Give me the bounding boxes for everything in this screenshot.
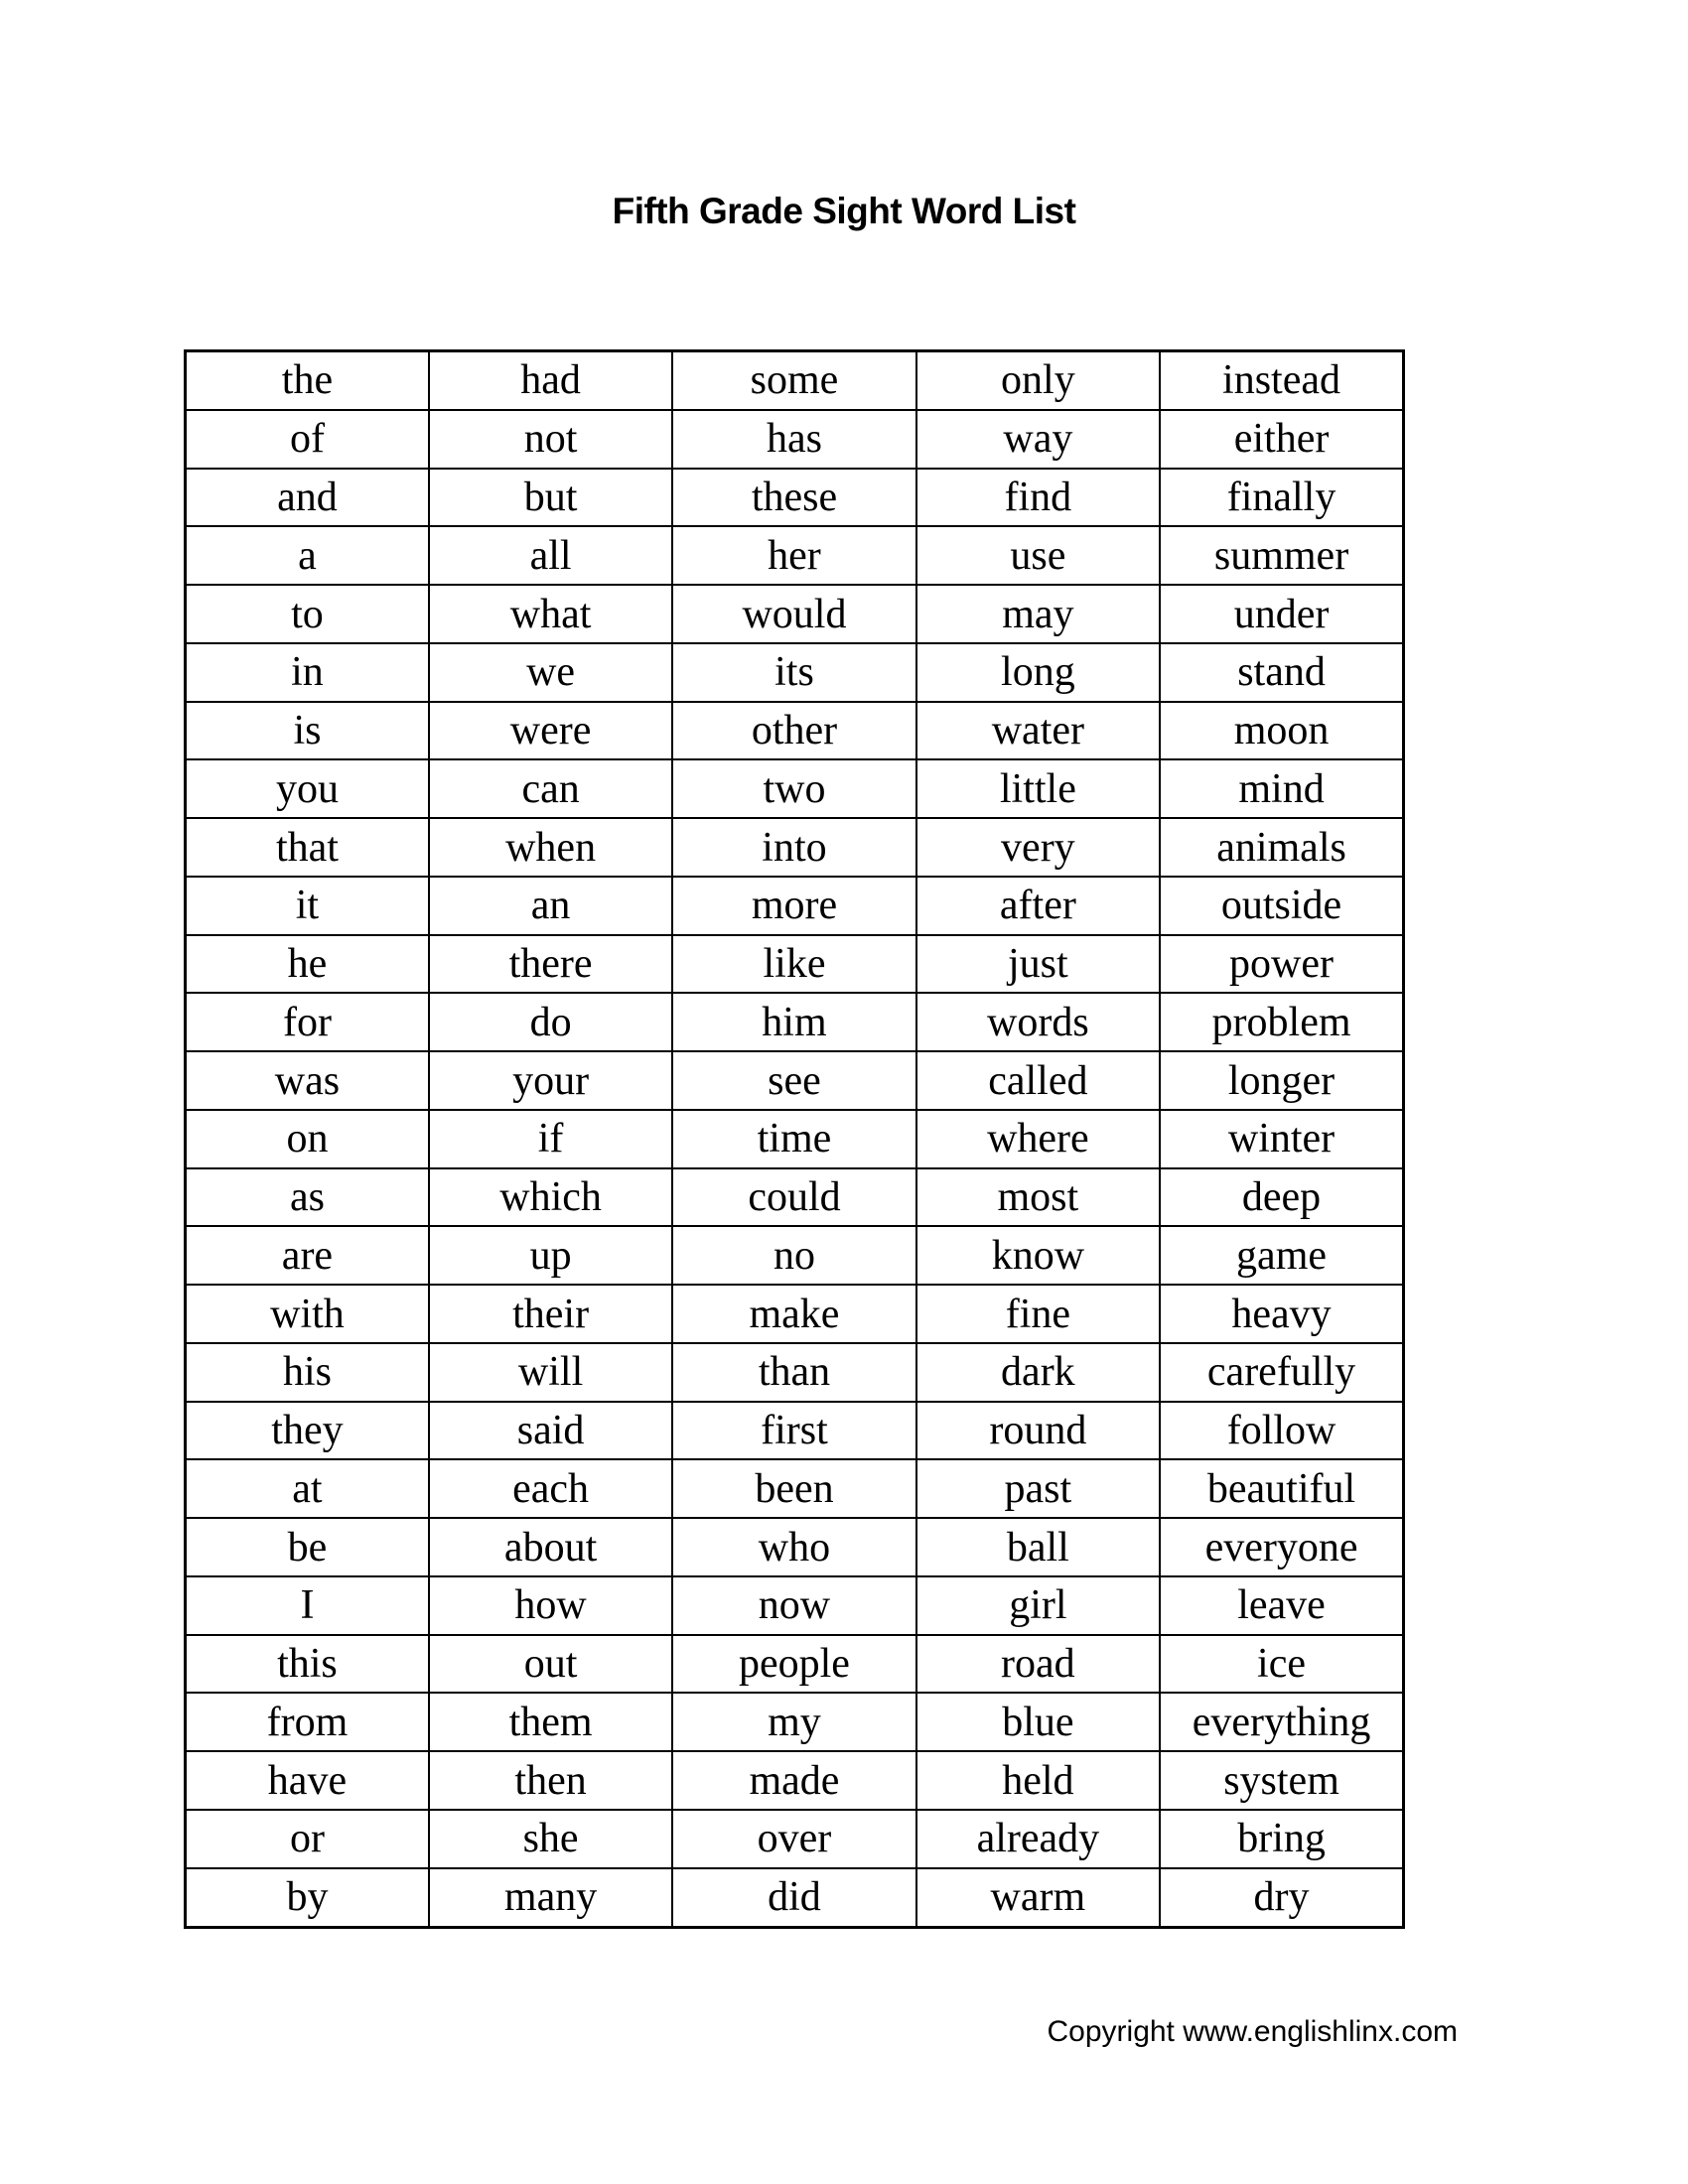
word-cell: of xyxy=(186,410,429,469)
word-cell: beautiful xyxy=(1160,1459,1403,1518)
copyright-notice: Copyright www.englishlinx.com xyxy=(1047,2015,1458,2048)
word-cell: this xyxy=(186,1635,429,1694)
table-row xyxy=(186,410,1404,469)
word-cell: his xyxy=(186,1343,429,1402)
word-cell: after xyxy=(916,877,1160,935)
word-cell: about xyxy=(429,1518,672,1576)
word-cell: long xyxy=(916,643,1160,702)
word-cell: for xyxy=(186,993,429,1051)
word-cell: longer xyxy=(1160,1051,1403,1110)
table-row xyxy=(186,1051,1404,1110)
word-cell: called xyxy=(916,1051,1160,1110)
word-cell: make xyxy=(672,1285,915,1343)
word-cell: but xyxy=(429,469,672,527)
word-cell: most xyxy=(916,1168,1160,1227)
word-cell: is xyxy=(186,702,429,760)
word-cell: now xyxy=(672,1576,915,1635)
word-cell: may xyxy=(916,585,1160,643)
word-cell: she xyxy=(429,1810,672,1868)
word-cell: many xyxy=(429,1868,672,1928)
table-row xyxy=(186,1810,1404,1868)
word-cell: everything xyxy=(1160,1693,1403,1751)
word-cell: more xyxy=(672,877,915,935)
word-cell: had xyxy=(429,351,672,410)
word-cell: dry xyxy=(1160,1868,1403,1928)
word-cell: that xyxy=(186,818,429,877)
word-cell: they xyxy=(186,1402,429,1460)
word-cell: words xyxy=(916,993,1160,1051)
word-cell: their xyxy=(429,1285,672,1343)
word-cell: the xyxy=(186,351,429,410)
table-row xyxy=(186,1518,1404,1576)
word-cell: each xyxy=(429,1459,672,1518)
word-cell: by xyxy=(186,1868,429,1928)
word-cell: fine xyxy=(916,1285,1160,1343)
word-cell: people xyxy=(672,1635,915,1694)
word-cell: will xyxy=(429,1343,672,1402)
word-cell: made xyxy=(672,1751,915,1810)
word-cell: some xyxy=(672,351,915,410)
word-cell: these xyxy=(672,469,915,527)
table-row xyxy=(186,1110,1404,1168)
table-row xyxy=(186,1226,1404,1285)
word-cell: or xyxy=(186,1810,429,1868)
word-cell: outside xyxy=(1160,877,1403,935)
word-cell: little xyxy=(916,759,1160,818)
word-cell: ice xyxy=(1160,1635,1403,1694)
word-cell: held xyxy=(916,1751,1160,1810)
word-cell: power xyxy=(1160,935,1403,994)
word-cell: very xyxy=(916,818,1160,877)
word-cell: no xyxy=(672,1226,915,1285)
word-cell: into xyxy=(672,818,915,877)
word-cell: been xyxy=(672,1459,915,1518)
table-row xyxy=(186,526,1404,585)
table-row xyxy=(186,1343,1404,1402)
word-cell: have xyxy=(186,1751,429,1810)
word-cell: everyone xyxy=(1160,1518,1403,1576)
word-cell: her xyxy=(672,526,915,585)
word-cell: your xyxy=(429,1051,672,1110)
word-cell: finally xyxy=(1160,469,1403,527)
word-cell: an xyxy=(429,877,672,935)
word-cell: you xyxy=(186,759,429,818)
word-cell: road xyxy=(916,1635,1160,1694)
word-cell: moon xyxy=(1160,702,1403,760)
word-cell: first xyxy=(672,1402,915,1460)
word-cell: were xyxy=(429,702,672,760)
word-cell: do xyxy=(429,993,672,1051)
word-cell: he xyxy=(186,935,429,994)
table-row xyxy=(186,1751,1404,1810)
word-cell: ball xyxy=(916,1518,1160,1576)
word-cell: if xyxy=(429,1110,672,1168)
word-cell: them xyxy=(429,1693,672,1751)
word-cell: which xyxy=(429,1168,672,1227)
word-cell: are xyxy=(186,1226,429,1285)
word-cell: heavy xyxy=(1160,1285,1403,1343)
word-cell: time xyxy=(672,1110,915,1168)
word-cell: up xyxy=(429,1226,672,1285)
word-cell: animals xyxy=(1160,818,1403,877)
table-row xyxy=(186,877,1404,935)
word-cell: did xyxy=(672,1868,915,1928)
table-row xyxy=(186,1576,1404,1635)
word-cell: game xyxy=(1160,1226,1403,1285)
table-row xyxy=(186,1693,1404,1751)
word-cell: either xyxy=(1160,410,1403,469)
word-cell: my xyxy=(672,1693,915,1751)
word-cell: only xyxy=(916,351,1160,410)
table-row xyxy=(186,935,1404,994)
table-row xyxy=(186,1168,1404,1227)
word-cell: blue xyxy=(916,1693,1160,1751)
table-row xyxy=(186,702,1404,760)
word-cell: I xyxy=(186,1576,429,1635)
word-cell: winter xyxy=(1160,1110,1403,1168)
word-cell: system xyxy=(1160,1751,1403,1810)
word-cell: its xyxy=(672,643,915,702)
table-row xyxy=(186,993,1404,1051)
word-cell: has xyxy=(672,410,915,469)
table-row xyxy=(186,759,1404,818)
word-cell: past xyxy=(916,1459,1160,1518)
word-cell: out xyxy=(429,1635,672,1694)
word-cell: two xyxy=(672,759,915,818)
word-cell: girl xyxy=(916,1576,1160,1635)
word-cell: in xyxy=(186,643,429,702)
word-cell: know xyxy=(916,1226,1160,1285)
word-cell: instead xyxy=(1160,351,1403,410)
table-row xyxy=(186,1635,1404,1694)
word-cell: carefully xyxy=(1160,1343,1403,1402)
word-cell: stand xyxy=(1160,643,1403,702)
word-cell: and xyxy=(186,469,429,527)
word-cell: be xyxy=(186,1518,429,1576)
word-cell: like xyxy=(672,935,915,994)
word-cell: when xyxy=(429,818,672,877)
word-cell: not xyxy=(429,410,672,469)
word-cell: find xyxy=(916,469,1160,527)
word-cell: was xyxy=(186,1051,429,1110)
word-cell: on xyxy=(186,1110,429,1168)
word-cell: him xyxy=(672,993,915,1051)
word-cell: as xyxy=(186,1168,429,1227)
word-cell: already xyxy=(916,1810,1160,1868)
word-cell: where xyxy=(916,1110,1160,1168)
table-row xyxy=(186,1459,1404,1518)
word-cell: can xyxy=(429,759,672,818)
word-cell: problem xyxy=(1160,993,1403,1051)
word-cell: to xyxy=(186,585,429,643)
word-cell: summer xyxy=(1160,526,1403,585)
word-cell: round xyxy=(916,1402,1160,1460)
word-cell: with xyxy=(186,1285,429,1343)
word-cell: what xyxy=(429,585,672,643)
word-cell: leave xyxy=(1160,1576,1403,1635)
word-cell: than xyxy=(672,1343,915,1402)
word-cell: who xyxy=(672,1518,915,1576)
word-cell: way xyxy=(916,410,1160,469)
word-cell: all xyxy=(429,526,672,585)
word-cell: over xyxy=(672,1810,915,1868)
table-row xyxy=(186,818,1404,877)
word-cell: use xyxy=(916,526,1160,585)
word-cell: bring xyxy=(1160,1810,1403,1868)
word-cell: dark xyxy=(916,1343,1160,1402)
word-cell: at xyxy=(186,1459,429,1518)
word-cell: water xyxy=(916,702,1160,760)
word-cell: other xyxy=(672,702,915,760)
word-cell: would xyxy=(672,585,915,643)
table-row xyxy=(186,1402,1404,1460)
word-cell: under xyxy=(1160,585,1403,643)
word-cell: mind xyxy=(1160,759,1403,818)
word-cell: how xyxy=(429,1576,672,1635)
word-cell: follow xyxy=(1160,1402,1403,1460)
page-title: Fifth Grade Sight Word List xyxy=(612,191,1076,231)
word-cell: we xyxy=(429,643,672,702)
table-row xyxy=(186,643,1404,702)
table-row xyxy=(186,469,1404,527)
word-cell: then xyxy=(429,1751,672,1810)
word-cell: warm xyxy=(916,1868,1160,1928)
word-cell: it xyxy=(186,877,429,935)
sight-word-table xyxy=(184,349,1405,1929)
word-cell: see xyxy=(672,1051,915,1110)
word-cell: just xyxy=(916,935,1160,994)
table-row xyxy=(186,585,1404,643)
table-row xyxy=(186,351,1404,410)
word-cell: deep xyxy=(1160,1168,1403,1227)
word-cell: there xyxy=(429,935,672,994)
word-cell: said xyxy=(429,1402,672,1460)
word-cell: from xyxy=(186,1693,429,1751)
word-cell: a xyxy=(186,526,429,585)
table-row xyxy=(186,1285,1404,1343)
table-row xyxy=(186,1868,1404,1928)
word-cell: could xyxy=(672,1168,915,1227)
